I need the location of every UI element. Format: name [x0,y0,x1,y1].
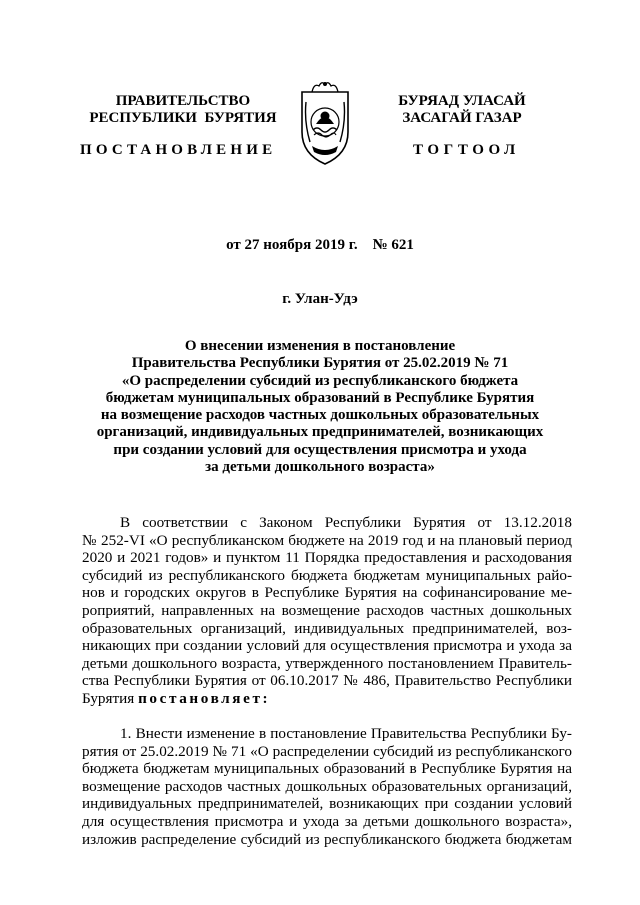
title-line: бюджетам муниципальных образований в Республике Бурятия [105,389,535,406]
document-city: г. Улан-Удэ [282,291,358,307]
paragraph-line: никающих при создании условий для осуществления присмотра и ухода за [82,637,572,655]
government-name-buryat [392,93,532,127]
paragraph-line: 2020 и 2021 годов» и пунктом 11 Порядка предоставления и расходования [82,549,572,567]
paragraph-line: № 252-VI «О республиканском бюджете на 2019 год и на плановый период [82,531,572,549]
paragraph-line: субсидий из республиканского бюджета бюджетам муниципальных райо- [82,566,572,584]
government-name-buryat-line-1: БУРЯАД УЛАСАЙ [398,93,526,109]
paragraph-line: бюджета бюджетам муниципальных образований в Республике Бурятия на [82,760,572,778]
paragraph-line: детьми дошкольного возраста, утвержденного постановлением Правитель- [82,654,572,672]
government-name-russian [76,93,290,127]
document-title [60,338,580,476]
paragraph-line: 1. Внести изменение в постановление Правительства Республики Бу- [120,725,572,742]
government-name-buryat-line-2: ЗАСАГАЙ ГАЗАР [402,110,522,126]
paragraph-line: для осуществления присмотра и ухода за детьми дошкольного возраста», [82,812,572,830]
paragraph-line: возмещение расходов частных дошкольных образовательных организаций, [82,777,572,795]
government-name-line-1: ПРАВИТЕЛЬСТВО [115,93,251,109]
paragraph-last-line [82,690,572,708]
title-line: за детьми дошкольного возраста» [205,459,435,476]
government-name-line-2: РЕСПУБЛИКИ БУРЯТИЯ [89,110,277,126]
paragraph-line: рятия от 25.02.2019 № 71 «О распределении субсидий из республиканского [82,742,572,760]
document-date-number: от 27 ноября 2019 г. № 621 [226,237,414,253]
document-type-buryat: ТОГТООЛ [413,142,520,158]
paragraph-line: нов и городских округов в Республике Бурятия на софинансирование ме- [82,584,572,602]
paragraph-line: роприятий, направленных на возмещение расходов частных дошкольных [82,601,572,619]
coat-of-arms-icon [298,80,352,166]
resolution-prefix: Бурятия [82,689,139,707]
document-type-russian: ПОСТАНОВЛЕНИЕ [80,142,277,158]
title-line: О внесении изменения в постановление [184,338,456,354]
title-line: при создании условий для осуществления присмотра и ухода [113,441,527,458]
paragraph-line: образовательных организаций, индивидуальных предпринимателей, воз- [82,619,572,637]
title-line: на возмещение расходов частных дошкольных образовательных [100,407,540,424]
title-line: «О распределении субсидий из республиканского бюджета [121,372,519,389]
paragraph-line: В соответствии с Законом Республики Бурятия от 13.12.2018 [120,514,572,531]
resolution-keyword: постановляет: [138,689,271,707]
title-line: Правительства Республики Бурятия от 25.02.2019 № 71 [131,355,509,372]
paragraph-line: ства Республики Бурятия от 06.10.2017 № 486, Правительство Республики [82,672,572,690]
paragraph-line: изложив распределение субсидий из республиканского бюджета бюджетам [82,830,572,848]
preamble-paragraph [82,514,572,708]
paragraph-line: индивидуальных предпринимателей, возникающих при создании условий [82,795,572,813]
title-line: организаций, индивидуальных предпринимателей, возникающих [96,424,544,441]
clause-1-paragraph [82,725,572,848]
